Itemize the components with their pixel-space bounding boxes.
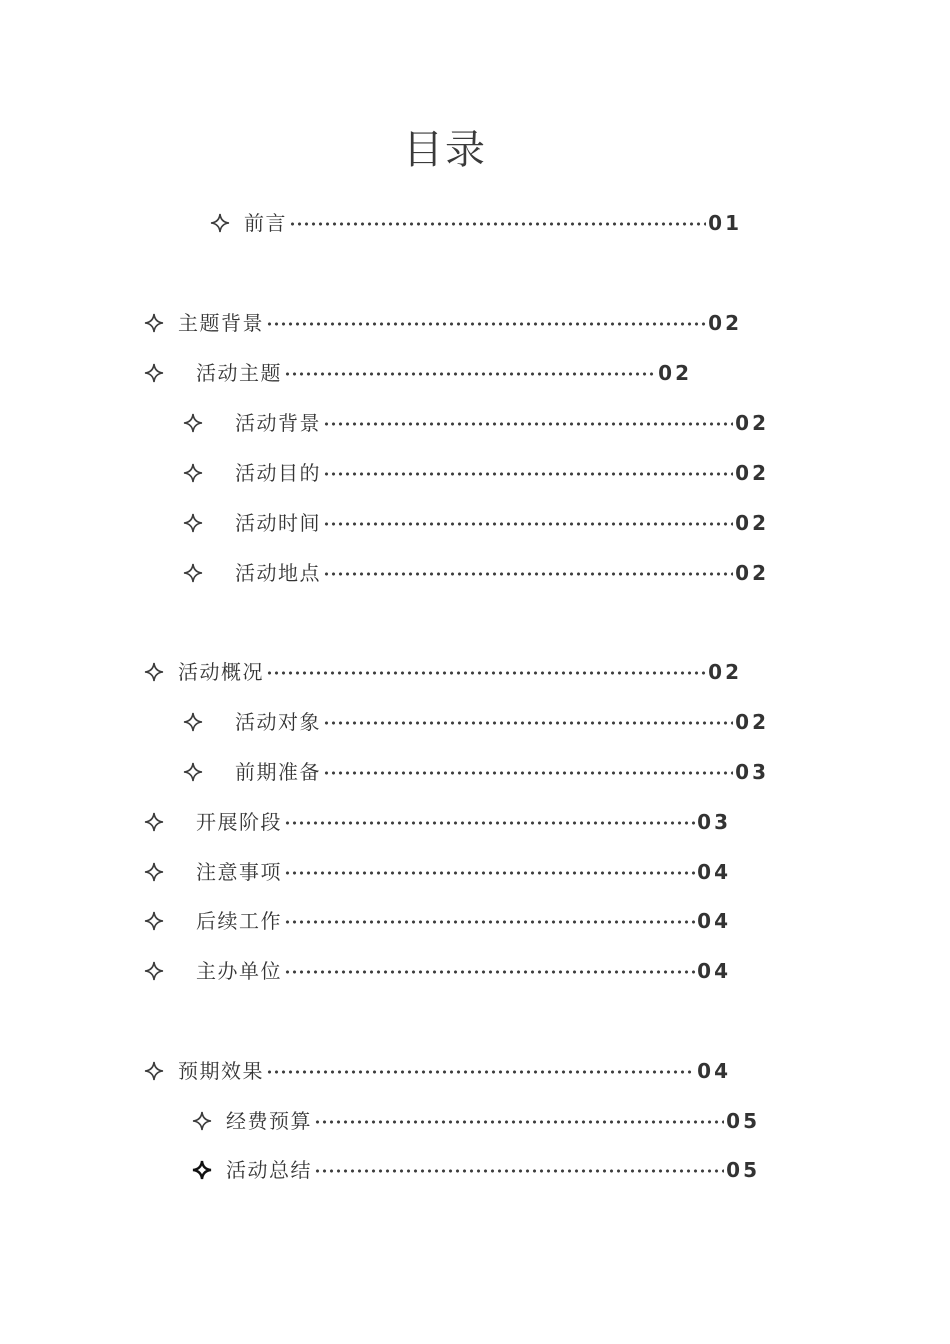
toc-entry-organizer[interactable]: [144, 956, 731, 986]
toc-entry-label: 经费预算: [226, 1109, 312, 1133]
toc-entry-label: 活动时间: [235, 511, 321, 535]
toc-entry-label: 活动目的: [235, 461, 321, 485]
dot-leader: [266, 1056, 695, 1086]
toc-entry-label: 后续工作: [196, 909, 282, 933]
toc-entry-activity-background[interactable]: [183, 408, 769, 438]
four-point-star-icon: [183, 463, 203, 483]
toc-entry-expected-results[interactable]: [144, 1056, 731, 1086]
four-point-star-icon: [144, 911, 164, 931]
dot-leader: [323, 757, 733, 787]
toc-entry-label: 前言: [244, 211, 287, 235]
four-point-star-icon: [183, 413, 203, 433]
toc-entry-label: 活动概况: [178, 660, 264, 684]
dot-leader: [284, 956, 695, 986]
toc-entry-theme-background[interactable]: [144, 308, 742, 338]
dot-leader: [266, 308, 706, 338]
dot-leader: [314, 1106, 724, 1136]
four-point-star-icon: [144, 1061, 164, 1081]
four-point-star-icon: [144, 862, 164, 882]
toc-page-number: 02: [735, 461, 769, 485]
toc-entry-label: 主办单位: [196, 959, 282, 983]
toc-page-number: 03: [697, 810, 731, 834]
four-point-star-icon: [144, 812, 164, 832]
dot-leader: [323, 707, 733, 737]
toc-entry-activity-theme[interactable]: [144, 358, 692, 388]
four-point-star-icon: [192, 1111, 212, 1131]
toc-entry-label: 预期效果: [178, 1059, 264, 1083]
dot-leader: [284, 358, 656, 388]
toc-page-number: 03: [735, 760, 769, 784]
toc-entry-activity-overview[interactable]: [144, 657, 742, 687]
four-point-star-icon: [183, 712, 203, 732]
toc-page-number: 04: [697, 959, 731, 983]
dot-leader: [314, 1155, 724, 1185]
toc-entry-label: 前期准备: [235, 760, 321, 784]
toc-entry-activity-purpose[interactable]: [183, 458, 769, 488]
four-point-star-icon: [144, 363, 164, 383]
toc-page-number: 02: [658, 361, 692, 385]
toc-entry-label: 主题背景: [178, 311, 264, 335]
toc-page-number: 02: [708, 311, 742, 335]
toc-entry-label: 开展阶段: [196, 810, 282, 834]
toc-page-number: 04: [697, 1059, 731, 1083]
toc-entry-label: 活动地点: [235, 561, 321, 585]
toc-entry-budget[interactable]: [192, 1106, 760, 1136]
toc-page-number: 02: [735, 511, 769, 535]
toc-entry-follow-up-work[interactable]: [144, 906, 731, 936]
four-point-star-icon: [210, 213, 230, 233]
toc-entry-label: 活动总结: [226, 1158, 312, 1182]
toc-entry-label: 注意事项: [196, 860, 282, 884]
toc-page-number: 05: [726, 1158, 760, 1182]
dot-leader: [284, 857, 695, 887]
toc-page-number: 02: [735, 710, 769, 734]
toc-entry-precautions[interactable]: [144, 857, 731, 887]
dot-leader: [266, 657, 706, 687]
dot-leader: [284, 807, 695, 837]
toc-page-number: 01: [708, 211, 742, 235]
four-point-star-icon: [192, 1160, 212, 1180]
toc-page-number: 04: [697, 860, 731, 884]
dot-leader: [323, 408, 733, 438]
toc-entry-preparation[interactable]: [183, 757, 769, 787]
toc-entry-label: 活动对象: [235, 710, 321, 734]
dot-leader: [323, 458, 733, 488]
dot-leader: [289, 208, 706, 238]
toc-entry-label: 活动背景: [235, 411, 321, 435]
dot-leader: [323, 508, 733, 538]
four-point-star-icon: [144, 313, 164, 333]
four-point-star-icon: [183, 762, 203, 782]
four-point-star-icon: [144, 662, 164, 682]
four-point-star-icon: [144, 961, 164, 981]
toc-entry-activity-summary[interactable]: [192, 1155, 760, 1185]
toc-page-number: 02: [735, 411, 769, 435]
toc-page-number: 04: [697, 909, 731, 933]
toc-page-number: 05: [726, 1109, 760, 1133]
toc-entry-activity-location[interactable]: [183, 558, 769, 588]
toc-entry-activity-time[interactable]: [183, 508, 769, 538]
toc-entry-activity-audience[interactable]: [183, 707, 769, 737]
toc-entry-label: 活动主题: [196, 361, 282, 385]
dot-leader: [284, 906, 695, 936]
toc-page-number: 02: [708, 660, 742, 684]
four-point-star-icon: [183, 513, 203, 533]
dot-leader: [323, 558, 733, 588]
toc-entry-preface[interactable]: [210, 208, 742, 238]
toc-title: 目录: [403, 127, 487, 173]
toc-page-number: 02: [735, 561, 769, 585]
toc-entry-implementation-stage[interactable]: [144, 807, 731, 837]
four-point-star-icon: [183, 563, 203, 583]
